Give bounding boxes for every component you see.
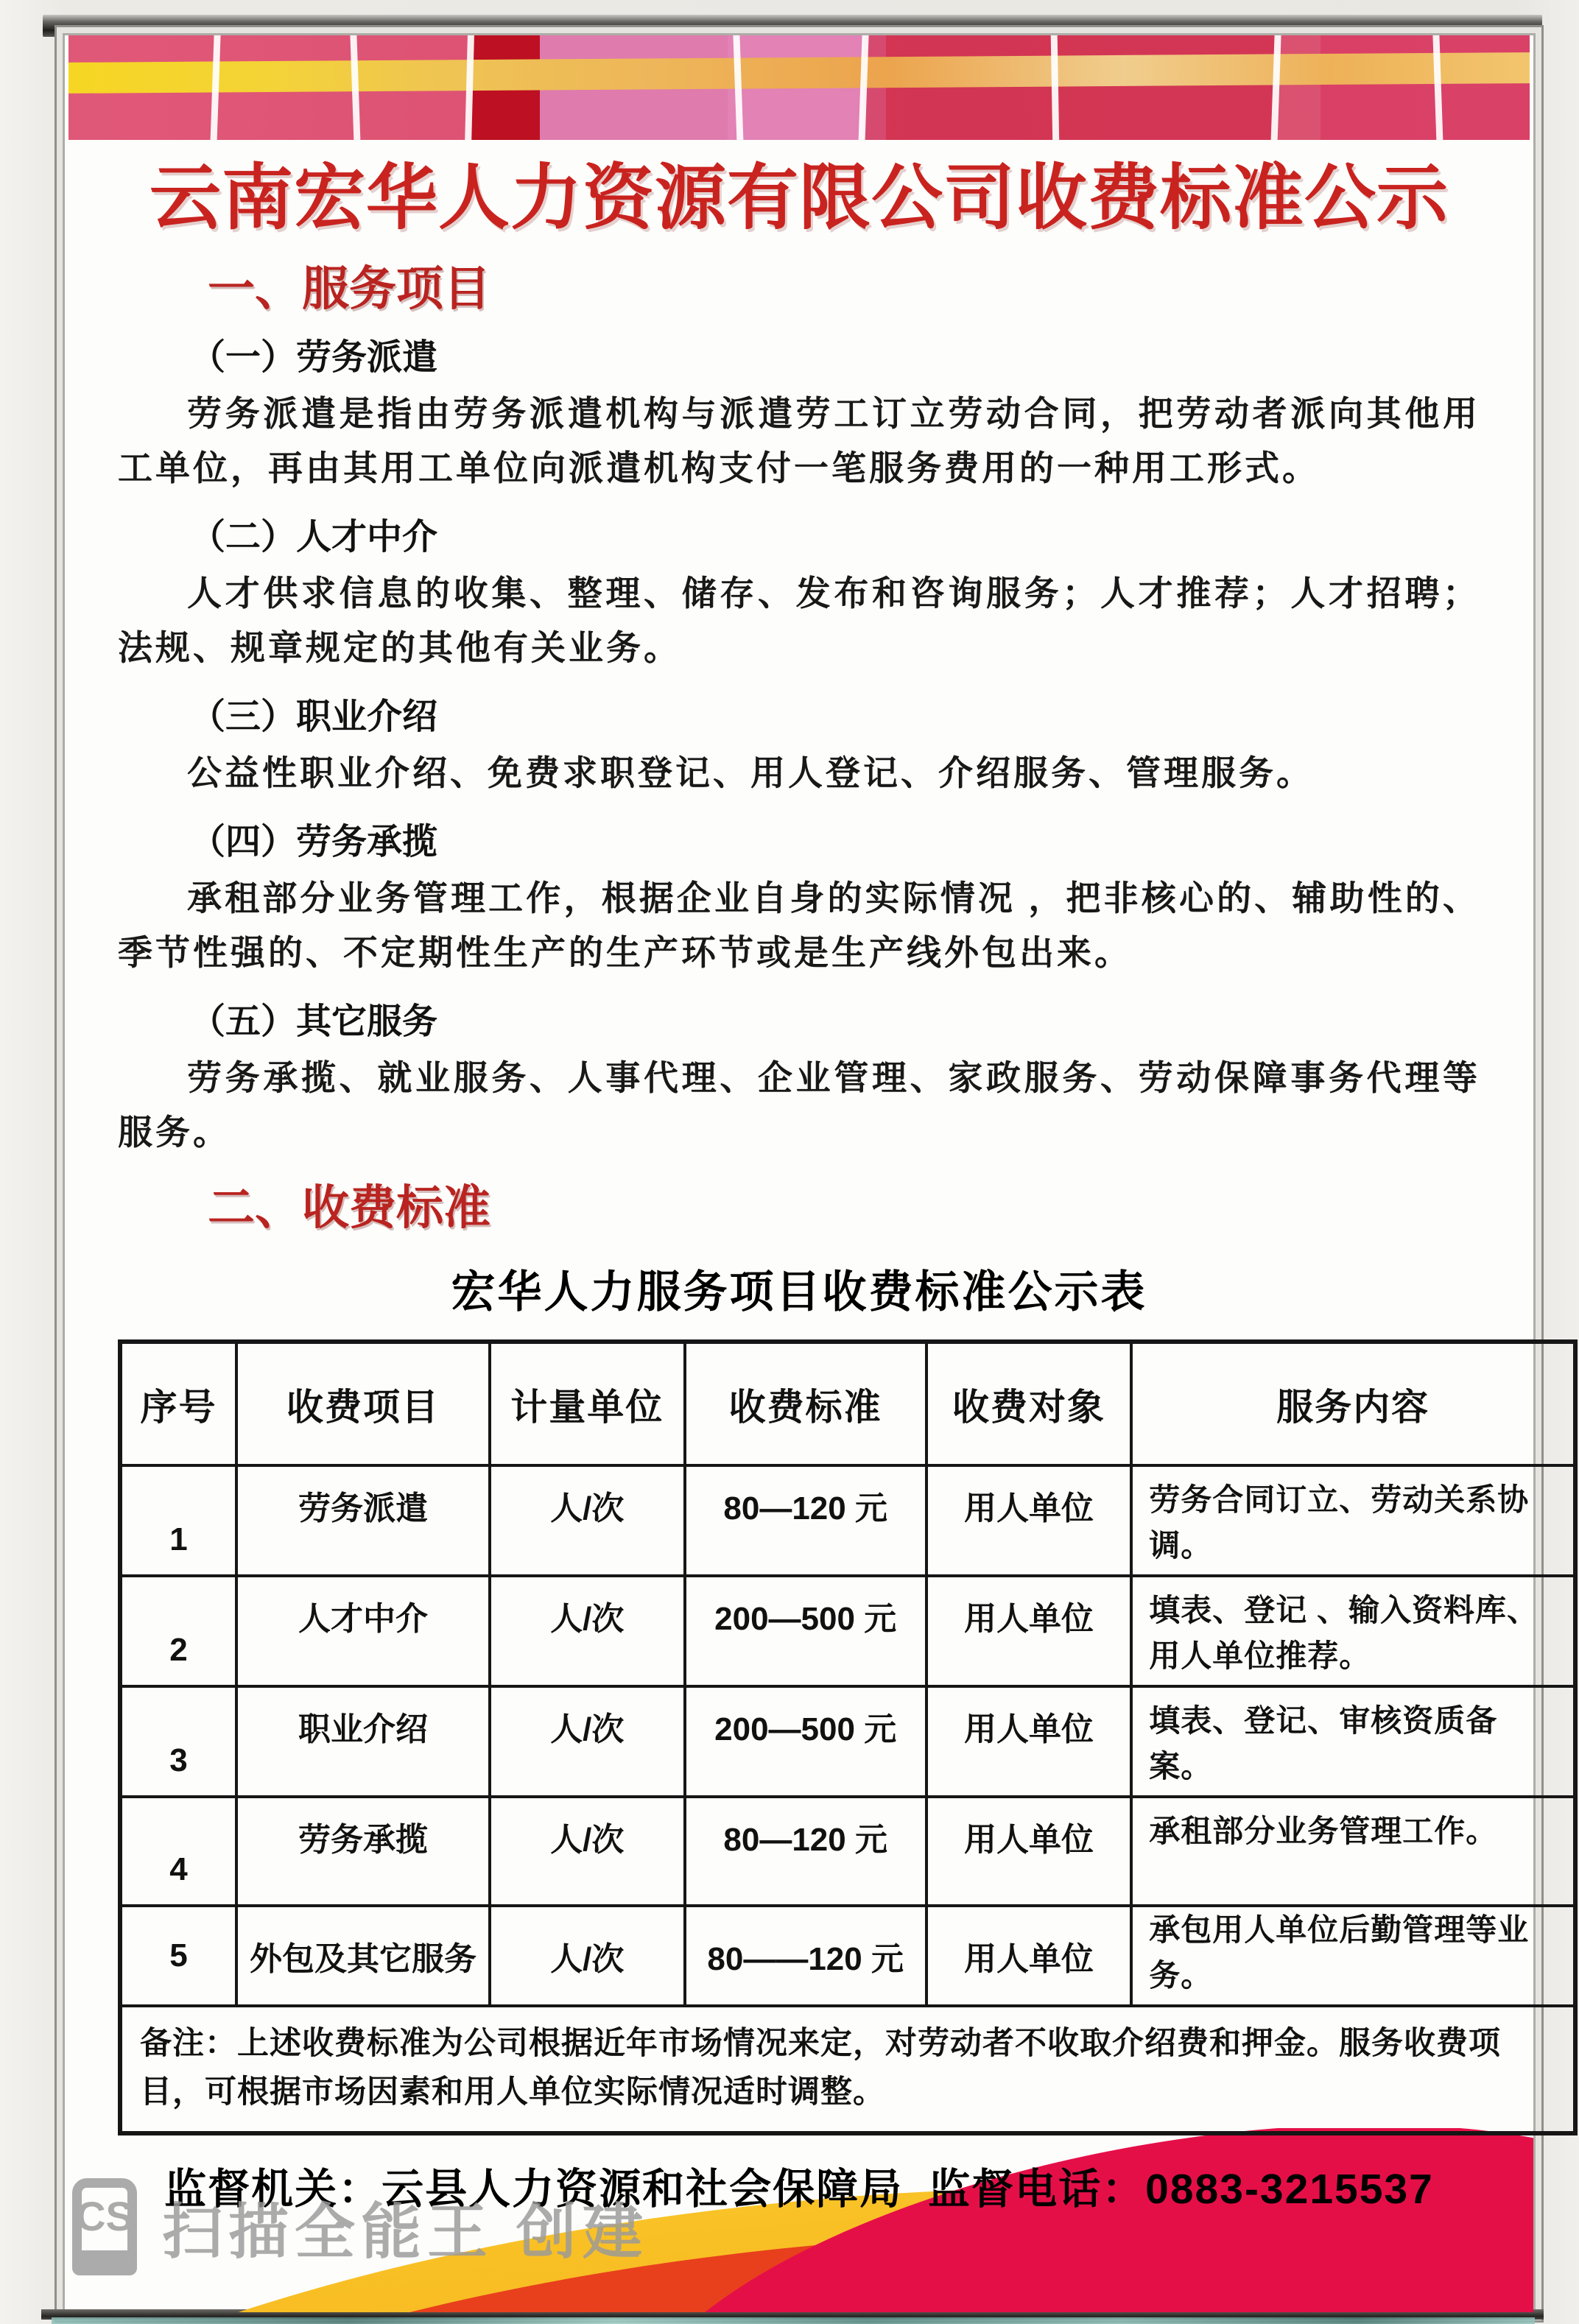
notice-poster <box>65 35 1538 2312</box>
service-item-label-1: （一）劳务派遣 <box>190 338 438 377</box>
cell-unit: 人/次 <box>490 1576 685 1686</box>
cell-service-content: 承租部分业务管理工作。 <box>1131 1797 1575 1906</box>
column-header-standard: 收费标准 <box>685 1342 926 1465</box>
cell-service-content: 填表、登记、审核资质备案。 <box>1131 1686 1575 1797</box>
table-row <box>120 1906 1575 2006</box>
cell-seq: 5 <box>120 1906 236 2006</box>
service-item-label-2: （二）人才中介 <box>190 518 438 557</box>
service-item-body-2: 人才供求信息的收集、整理、储存、发布和咨询服务；人才推荐；人才招聘；法规、规章规定的其他有关业务。 <box>118 574 1480 667</box>
table-row <box>120 1686 1575 1797</box>
cell-service-content: 填表、登记 、输入资料库、用人单位推荐。 <box>1131 1576 1575 1686</box>
cell-service-content: 劳务合同订立、劳动关系协调。 <box>1131 1465 1575 1576</box>
supervision-authority: 监督机关：云县人力资源和社会保障局 <box>164 2166 904 2213</box>
service-item-label-4: （四）劳务承揽 <box>190 823 438 862</box>
cell-standard: 80—120 元 <box>685 1465 926 1576</box>
service-item-body-1: 劳务派遣是指由劳务派遣机构与派遣劳工订立劳动合同，把劳动者派向其他用工单位，再由其用工单位向派遣机构支付一笔服务费用的一种用工形式。 <box>118 394 1480 487</box>
frame-top-bar <box>43 15 1542 37</box>
cell-seq: 1 <box>120 1465 236 1576</box>
cell-standard: 80—120 元 <box>685 1797 926 1906</box>
table-row <box>120 1797 1575 1906</box>
cell-item: 劳务承揽 <box>236 1797 490 1906</box>
table-row <box>120 1465 1575 1576</box>
table-note: 备注：上述收费标准为公司根据近年市场情况来定，对劳动者不收取介绍费和押金。服务收费项目，可根据市场因素和用人单位实际情况适时调整。 <box>120 2006 1575 2133</box>
cell-unit: 人/次 <box>490 1797 685 1906</box>
service-item-body-4: 承租部分业务管理工作，根据企业自身的实际情况 ，把非核心的、辅助性的、季节性强的、不定期性生产的生产环节或是生产线外包出来。 <box>118 878 1480 972</box>
cell-payer: 用人单位 <box>926 1465 1132 1576</box>
cell-unit: 人/次 <box>490 1465 685 1576</box>
supervision-phone: 监督电话：0883-3215537 <box>928 2166 1434 2213</box>
cell-item: 人才中介 <box>236 1576 490 1686</box>
column-header-payer: 收费对象 <box>926 1342 1132 1465</box>
note-row <box>120 2006 1575 2133</box>
column-header-content: 服务内容 <box>1131 1342 1575 1465</box>
table-row <box>120 1576 1575 1686</box>
cell-standard: 80——120 元 <box>685 1906 926 2006</box>
cell-seq: 4 <box>120 1797 236 1906</box>
fee-table-title: 宏华人力服务项目收费标准公示表 <box>451 1267 1147 1317</box>
camscanner-watermark-text: 扫描全能王 创建 <box>162 2198 649 2266</box>
cell-payer: 用人单位 <box>926 1686 1132 1797</box>
camscanner-watermark <box>72 2178 649 2275</box>
scan-edge-strip <box>52 2317 1535 2324</box>
service-item-body-3: 公益性职业介绍、免费求职登记、用人登记、介绍服务、管理服务。 <box>187 753 1314 792</box>
cell-item: 职业介绍 <box>236 1686 490 1797</box>
cell-seq: 3 <box>120 1686 236 1797</box>
header-row <box>120 1342 1575 1465</box>
cell-standard: 200—500 元 <box>685 1686 926 1797</box>
service-item-label-5: （五）其它服务 <box>190 1002 438 1041</box>
column-header-unit: 计量单位 <box>490 1342 685 1465</box>
cell-item: 外包及其它服务 <box>236 1906 490 2006</box>
cell-payer: 用人单位 <box>926 1797 1132 1906</box>
fee-table <box>118 1339 1578 2135</box>
cell-seq: 2 <box>120 1576 236 1686</box>
cell-service-content: 承包用人单位后勤管理等业务。 <box>1131 1906 1575 2006</box>
poster-title: 云南宏华人力资源有限公司收费标准公示 <box>150 158 1449 238</box>
cell-unit: 人/次 <box>490 1686 685 1797</box>
section-heading-services: 一、服务项目 <box>208 262 490 315</box>
cell-item: 劳务派遣 <box>236 1465 490 1576</box>
cell-payer: 用人单位 <box>926 1906 1132 2006</box>
cell-standard: 200—500 元 <box>685 1576 926 1686</box>
service-item-label-3: （三）职业介绍 <box>190 697 438 736</box>
camscanner-logo-icon: CS <box>72 2178 137 2275</box>
section-heading-fees: 二、收费标准 <box>208 1181 490 1234</box>
poster-content <box>65 35 1538 2214</box>
service-item-body-5: 劳务承揽、就业服务、人事代理、企业管理、家政服务、劳动保障事务代理等服务。 <box>118 1058 1480 1152</box>
cell-unit: 人/次 <box>490 1906 685 2006</box>
cell-payer: 用人单位 <box>926 1576 1132 1686</box>
column-header-item: 收费项目 <box>236 1342 490 1465</box>
column-header-seq: 序号 <box>120 1342 236 1465</box>
